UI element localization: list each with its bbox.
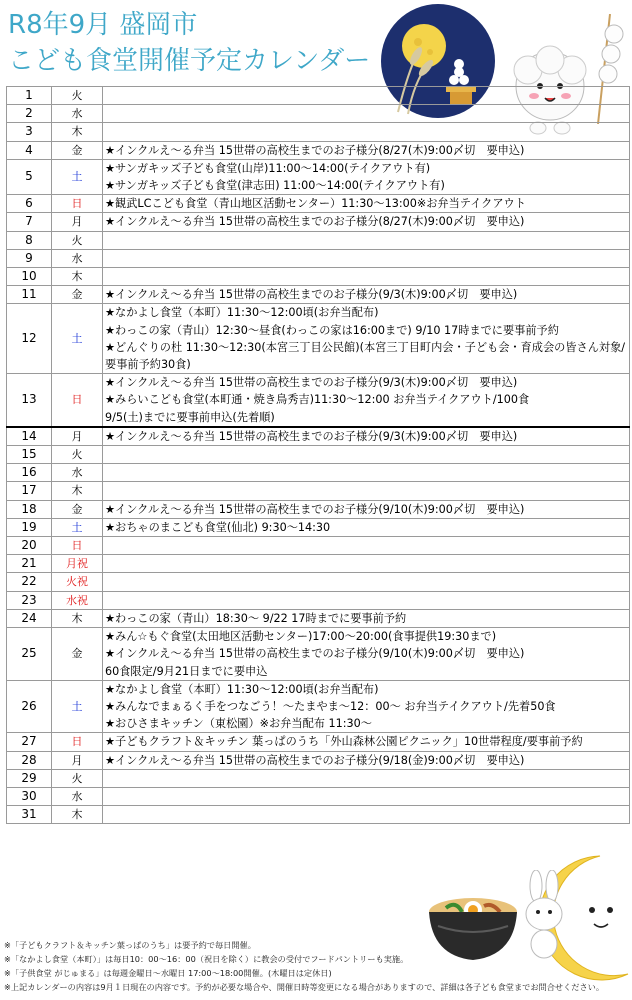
day-number: 8 [7,231,52,249]
event-item: ★おちゃのまこども食堂(仙北) 9:30～14:30 [105,520,331,534]
events-cell [103,609,630,627]
day-number: 30 [7,787,52,805]
day-of-week: 金 [52,628,103,681]
day-of-week: 水 [52,249,103,267]
day-number: 15 [7,446,52,464]
day-number: 9 [7,249,52,267]
calendar-row [7,141,630,159]
day-of-week: 日 [52,733,103,751]
event-item: 9/5(土)までに要事前申込(先着順) [105,410,275,424]
calendar-row [7,213,630,231]
calendar-row [7,573,630,591]
calendar-row [7,482,630,500]
day-number: 21 [7,555,52,573]
events-cell [103,427,630,446]
calendar-row [7,591,630,609]
events-cell [103,159,630,194]
event-calendar-table [6,86,630,824]
events-cell [103,105,630,123]
calendar-row [7,123,630,141]
day-of-week: 日 [52,195,103,213]
title-line-2: こども食堂開催予定カレンダー [8,46,371,76]
day-of-week: 水 [52,787,103,805]
event-item: ★サンガキッズ子ども食堂(山岸)11:00～14:00(テイクアウト有) [105,161,431,175]
day-number: 3 [7,123,52,141]
day-of-week: 金 [52,500,103,518]
day-number: 29 [7,769,52,787]
day-number: 16 [7,464,52,482]
day-number: 2 [7,105,52,123]
day-of-week: 火 [52,446,103,464]
event-item: ★みらいこども食堂(本町通・焼き鳥秀吉)11:30～12:00 お弁当テイクアウト/100食 [105,393,530,407]
calendar-row [7,518,630,536]
day-of-week: 木 [52,482,103,500]
events-cell [103,482,630,500]
calendar-row [7,609,630,627]
event-item: ★インクルえ～る弁当 15世帯の高校生までのお子様分(9/3(木)9:00〆切 要申込) [105,288,518,302]
day-number: 26 [7,680,52,733]
events-cell [103,123,630,141]
day-number: 28 [7,751,52,769]
day-number: 18 [7,500,52,518]
events-cell [103,141,630,159]
day-of-week: 土 [52,518,103,536]
calendar-row [7,159,630,194]
events-cell [103,464,630,482]
day-number: 24 [7,609,52,627]
calendar-row [7,464,630,482]
event-item: ★わっこの家（青山）18:30～ 9/22 17時までに要事前予約 [105,611,407,625]
event-item: ★わっこの家（青山）12:30～昼食(わっこの家は16:00まで) 9/10 17時までに要事前予約 [105,323,559,337]
calendar-row [7,286,630,304]
day-number: 13 [7,374,52,427]
event-item: ★インクルえ～る弁当 15世帯の高校生までのお子様分(8/27(木)9:00〆切 要申込) [105,143,525,157]
events-cell [103,787,630,805]
event-item: ★なかよし食堂（本町）11:30～12:00頃(お弁当配布) [105,682,379,696]
day-number: 1 [7,87,52,105]
events-cell [103,195,630,213]
event-item: ★どんぐりの杜 11:30～12:30(本宮三丁目公民館)(本宮三丁目町内会・子ども会・育成会の皆さん対象/要事前予約30食) [105,340,626,372]
events-cell [103,537,630,555]
events-cell [103,231,630,249]
calendar-row [7,806,630,824]
footnote: ※「子どもクラフト＆キッチン葉っぱのうち」は要予約で毎日開催。 [4,940,256,950]
day-number: 10 [7,268,52,286]
calendar-row [7,446,630,464]
events-cell [103,249,630,267]
day-of-week: 月 [52,213,103,231]
calendar-row [7,304,630,374]
day-number: 23 [7,591,52,609]
events-cell [103,518,630,536]
day-number: 5 [7,159,52,194]
day-number: 14 [7,427,52,446]
day-of-week: 水 [52,464,103,482]
day-of-week: 土 [52,304,103,374]
calendar-row [7,680,630,733]
calendar-row [7,105,630,123]
footnote: ※上記カレンダーの内容は9月１日現在の内容です。予約が必要な場合や、開催日時等変更になる場合がありますので、詳細は各子ども食堂までお問合せください。 [4,982,605,992]
calendar-row [7,787,630,805]
day-of-week: 月祝 [52,555,103,573]
events-cell [103,286,630,304]
day-number: 19 [7,518,52,536]
day-number: 25 [7,628,52,681]
calendar-row [7,628,630,681]
day-of-week: 月 [52,427,103,446]
events-cell [103,806,630,824]
event-item: ★インクルえ～る弁当 15世帯の高校生までのお子様分(9/3(木)9:00〆切 要申込) [105,429,518,443]
event-item: 60食限定/9月21日までに要申込 [105,664,268,678]
day-of-week: 金 [52,141,103,159]
events-cell [103,213,630,231]
event-item: ★観武LCこども食堂（青山地区活動センター）11:30～13:00※お弁当テイクアウト [105,197,526,211]
events-cell [103,268,630,286]
day-of-week: 土 [52,680,103,733]
events-cell [103,733,630,751]
day-of-week: 月 [52,751,103,769]
event-item: ★インクルえ～る弁当 15世帯の高校生までのお子様分(9/10(木)9:00〆切 要申込) [105,647,525,661]
event-item: ★子どもクラフト＆キッチン 葉っぱのうち「外山森林公園ピクニック」10世帯程度/要事前予約 [105,735,583,749]
calendar-row [7,268,630,286]
events-cell [103,680,630,733]
event-item: ★みんなでまぁるく手をつなごう！～たまやま～12：00～ お弁当テイクアウト/先着50食 [105,699,556,713]
title-line-1: R8年9月 盛岡市 [8,10,198,40]
calendar-row [7,733,630,751]
events-cell [103,374,630,427]
events-cell [103,87,630,105]
day-of-week: 火 [52,87,103,105]
day-of-week: 火 [52,231,103,249]
rabbit-mascot-icon [518,870,572,960]
event-item: ★サンガキッズ子ども食堂(津志田) 11:00～14:00(テイクアウト有) [105,179,445,193]
events-cell [103,446,630,464]
day-number: 17 [7,482,52,500]
event-item: ★インクルえ～る弁当 15世帯の高校生までのお子様分(8/27(木)9:00〆切 要申込) [105,215,525,229]
events-cell [103,304,630,374]
calendar-row [7,427,630,446]
events-cell [103,573,630,591]
calendar-row [7,374,630,427]
events-cell [103,500,630,518]
day-of-week: 日 [52,537,103,555]
day-number: 11 [7,286,52,304]
day-of-week: 水祝 [52,591,103,609]
day-of-week: 日 [52,374,103,427]
ramen-bowl-icon [426,886,520,966]
event-item: ★インクルえ～る弁当 15世帯の高校生までのお子様分(9/18(金)9:00〆切 要申込) [105,753,525,767]
events-cell [103,555,630,573]
calendar-row [7,537,630,555]
day-of-week: 火 [52,769,103,787]
calendar-row [7,87,630,105]
calendar-row [7,769,630,787]
day-number: 7 [7,213,52,231]
day-number: 31 [7,806,52,824]
event-item: ★インクルえ～る弁当 15世帯の高校生までのお子様分(9/10(木)9:00〆切 要申込) [105,502,525,516]
day-of-week: 水 [52,105,103,123]
day-number: 12 [7,304,52,374]
calendar-row [7,555,630,573]
events-cell [103,769,630,787]
day-of-week: 火祝 [52,573,103,591]
calendar-row [7,249,630,267]
day-number: 22 [7,573,52,591]
events-cell [103,751,630,769]
event-item: ★なかよし食堂（本町）11:30～12:00頃(お弁当配布) [105,306,379,320]
calendar-row [7,231,630,249]
footnote: ※「なかよし食堂（本町）」は毎日10：00～16：00（祝日を除く）に教会の受付でフードパントリーも実施。 [4,954,409,964]
event-item: ★みん☆もぐ食堂(太田地区活動センター)17:00～20:00(食事提供19:30まで) [105,630,497,644]
day-of-week: 木 [52,123,103,141]
day-of-week: 木 [52,609,103,627]
events-cell [103,591,630,609]
footnotes [4,938,605,994]
day-number: 6 [7,195,52,213]
event-item: ★インクルえ～る弁当 15世帯の高校生までのお子様分(9/3(木)9:00〆切 要申込) [105,376,518,390]
day-number: 27 [7,733,52,751]
day-number: 20 [7,537,52,555]
day-of-week: 金 [52,286,103,304]
calendar-row [7,500,630,518]
day-of-week: 木 [52,806,103,824]
day-of-week: 土 [52,159,103,194]
events-cell [103,628,630,681]
day-of-week: 木 [52,268,103,286]
footnote: ※「子供食堂 がじゅまる」は毎週金曜日～水曜日 17:00～18:00開催。(木曜日は定休日) [4,968,332,978]
event-item: ★おひさまキッチン（東松園）※お弁当配布 11:30～ [105,717,372,731]
calendar-row [7,195,630,213]
day-number: 4 [7,141,52,159]
calendar-row [7,751,630,769]
